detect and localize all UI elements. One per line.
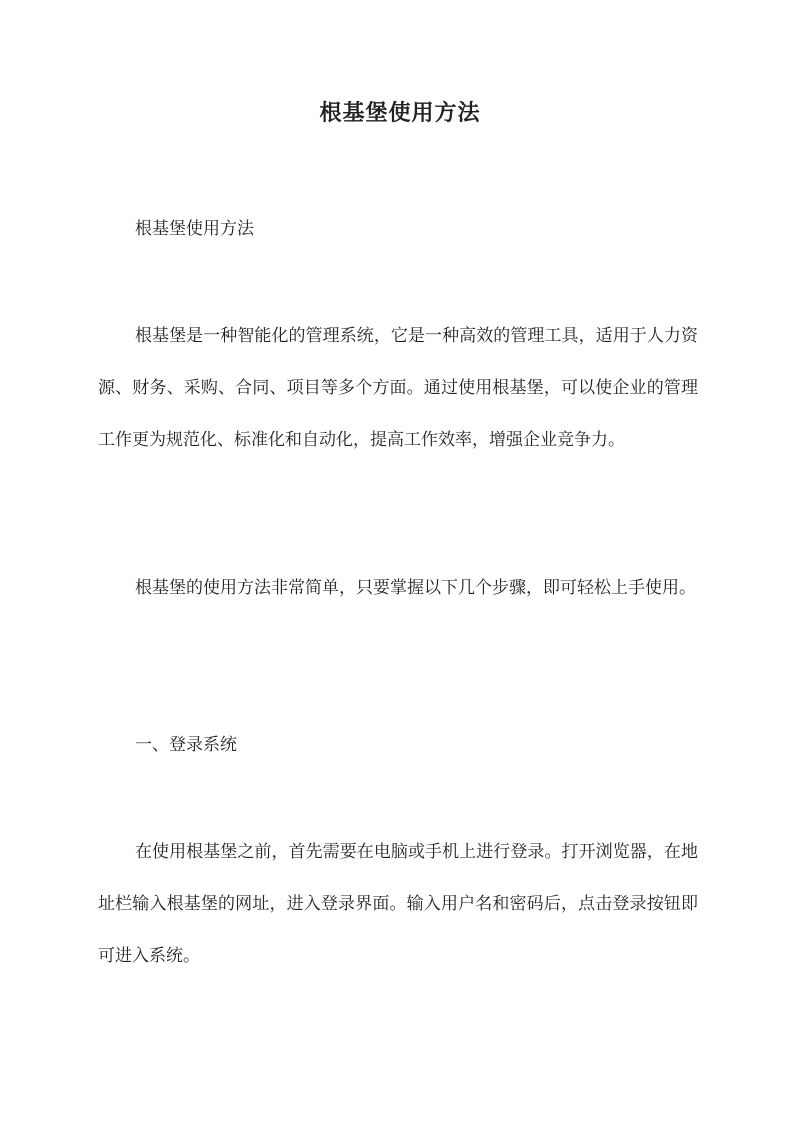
subtitle-paragraph: 根基堡使用方法 (135, 219, 254, 239)
document-title: 根基堡使用方法 (319, 100, 481, 126)
section-heading-login: 一、登录系统 (135, 735, 237, 755)
usage-paragraph: 根基堡的使用方法非常简单，只要掌握以下几个步骤，即可轻松上手使用。 (135, 578, 696, 598)
login-paragraph: 在使用根基堡之前，首先需要在电脑或手机上进行登录。打开浏览器，在地址栏输入根基堡的网址，进入登录界面。输入用户名和密码后，点击登录按钮即可进入系统。 (98, 842, 698, 966)
intro-paragraph: 根基堡是一种智能化的管理系统，它是一种高效的管理工具，适用于人力资源、财务、采购、合同、项目等多个方面。通过使用根基堡，可以使企业的管理工作更为规范化、标准化和自动化，提高工作效率，增强企业竞争力。 (98, 326, 698, 450)
